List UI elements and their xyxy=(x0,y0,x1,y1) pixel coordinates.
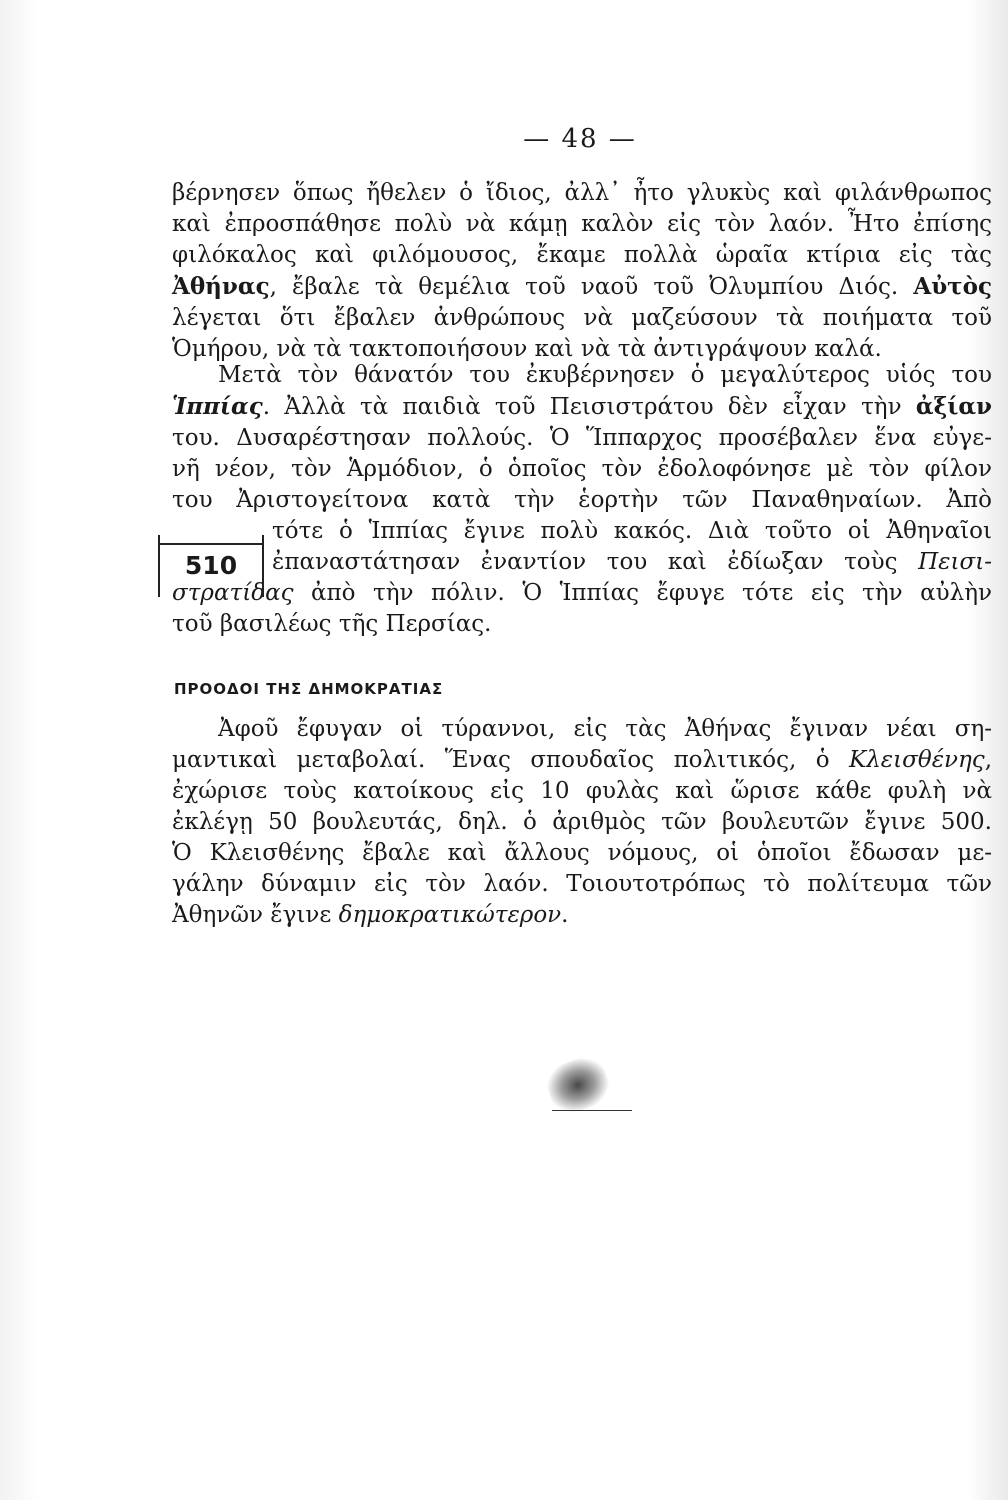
year-marker-text: 510 xyxy=(184,551,238,580)
bold-term: ἀξίαν xyxy=(915,393,992,420)
year-marker-rule xyxy=(160,543,262,545)
text-line: ἐχώρισε τοὺς κατοίκους εἰς 10 φυλὰς καὶ ὥρισε κάθε φυλὴ νὰ xyxy=(172,778,992,804)
text-line: καὶ ἐπροσπάθησε πολὺ νὰ κάμῃ καλὸν εἰς τὸν λαόν. Ἦτο ἐπίσης xyxy=(172,211,992,237)
text-line: φιλόκαλος καὶ φιλόμουσος, ἔκαμε πολλὰ ὡραῖα κτίρια εἰς τὰς xyxy=(172,242,992,268)
page-number: — 48 — xyxy=(523,124,637,154)
text-line: στρατίδας ἀπὸ τὴν πόλιν. Ὁ Ἱππίας ἔφυγε τότε εἰς τὴν αὐλὴν xyxy=(172,580,992,606)
text-line: Ἀθήνας, ἔβαλε τὰ θεμέλια τοῦ ναοῦ τοῦ Ὀλυμπίου Διός. Αὐτὸς xyxy=(172,273,992,300)
paragraph-1 xyxy=(172,178,992,365)
italic-name: Πεισι- xyxy=(918,549,992,575)
end-rule xyxy=(552,1110,632,1111)
text-line: γάλην δύναμιν εἰς τὸν λαόν. Τοιουτοτρόπως τὸ πολίτευμα τῶν xyxy=(172,871,992,897)
text-line: Ὁμήρου, νὰ τὰ τακτοποιήσουν καὶ νὰ τὰ ἀντιγράψουν καλά. xyxy=(172,336,882,362)
text-line: Ἀθηνῶν ἔγινε δημοκρατικώτερον. xyxy=(172,902,569,928)
ink-smudge xyxy=(541,1051,614,1119)
section-heading: ΠΡΟΟΔΟΙ ΤΗΣ ΔΗΜΟΚΡΑΤΙΑΣ xyxy=(174,680,444,698)
text-line: λέγεται ὅτι ἔβαλεν ἀνθρώπους νὰ μαζεύσουν τὰ ποιήματα τοῦ xyxy=(172,305,992,331)
text-line: ἐπαναστάτησαν ἐναντίον του καὶ ἐδίωξαν τοὺς Πεισι- xyxy=(272,549,992,575)
bold-term: Ἀθήνας xyxy=(172,273,270,300)
italic-name: Κλεισθένης xyxy=(849,747,985,773)
text-line: τότε ὁ Ἱππίας ἔγινε πολὺ κακός. Διὰ τοῦτο οἱ Ἀθηναῖοι xyxy=(272,518,992,544)
bold-term: Αὐτὸς xyxy=(913,273,992,300)
text-line: Ἱππίας. Ἀλλὰ τὰ παιδιὰ τοῦ Πεισιστράτου δὲν εἶχαν τὴν ἀξίαν xyxy=(172,393,992,420)
text-line: μαντικαὶ μεταβολαί. Ἕνας σπουδαῖος πολιτικός, ὁ Κλεισθένης, xyxy=(172,747,992,773)
bold-italic-name: Ἱππίας xyxy=(172,393,263,420)
text-line: τοῦ βασιλέως τῆς Περσίας. xyxy=(172,611,492,637)
text-line: Μετὰ τὸν θάνατόν του ἐκυβέρνησεν ὁ μεγαλύτερος υἱός του xyxy=(218,362,992,388)
text-line: Ἀφοῦ ἔφυγαν οἱ τύραννοι, εἰς τὰς Ἀθήνας ἔγιναν νέαι ση- xyxy=(218,716,992,742)
text-line: του Ἀριστογείτονα κατὰ τὴν ἑορτὴν τῶν Παναθηναίων. Ἀπὸ xyxy=(172,487,992,513)
italic-name: στρατίδας xyxy=(172,580,294,606)
paragraph-2 xyxy=(172,360,992,640)
text-line: βέρνησεν ὅπως ἤθελεν ὁ ἴδιος, ἀλλ᾿ ἦτο γλυκὺς καὶ φιλάνθρωπος xyxy=(172,180,992,206)
year-marker xyxy=(158,535,264,597)
paragraph-3 xyxy=(172,714,992,931)
text-line: νῆ νέον, τὸν Ἁρμόδιον, ὁ ὁποῖος τὸν ἐδολοφόνησε μὲ τὸν φίλον xyxy=(172,456,992,482)
italic-term: δημοκρατικώτερον xyxy=(338,902,562,928)
text-line: του. Δυσαρέστησαν πολλούς. Ὁ Ἵππαρχος προσέβαλεν ἕνα εὐγε- xyxy=(172,425,992,451)
text-line: ἐκλέγῃ 50 βουλευτάς, δηλ. ὁ ἀριθμὸς τῶν βουλευτῶν ἔγινε 500. xyxy=(172,809,992,835)
text-line: Ὁ Κλεισθένης ἔβαλε καὶ ἄλλους νόμους, οἱ ὁποῖοι ἔδωσαν με- xyxy=(172,840,992,866)
